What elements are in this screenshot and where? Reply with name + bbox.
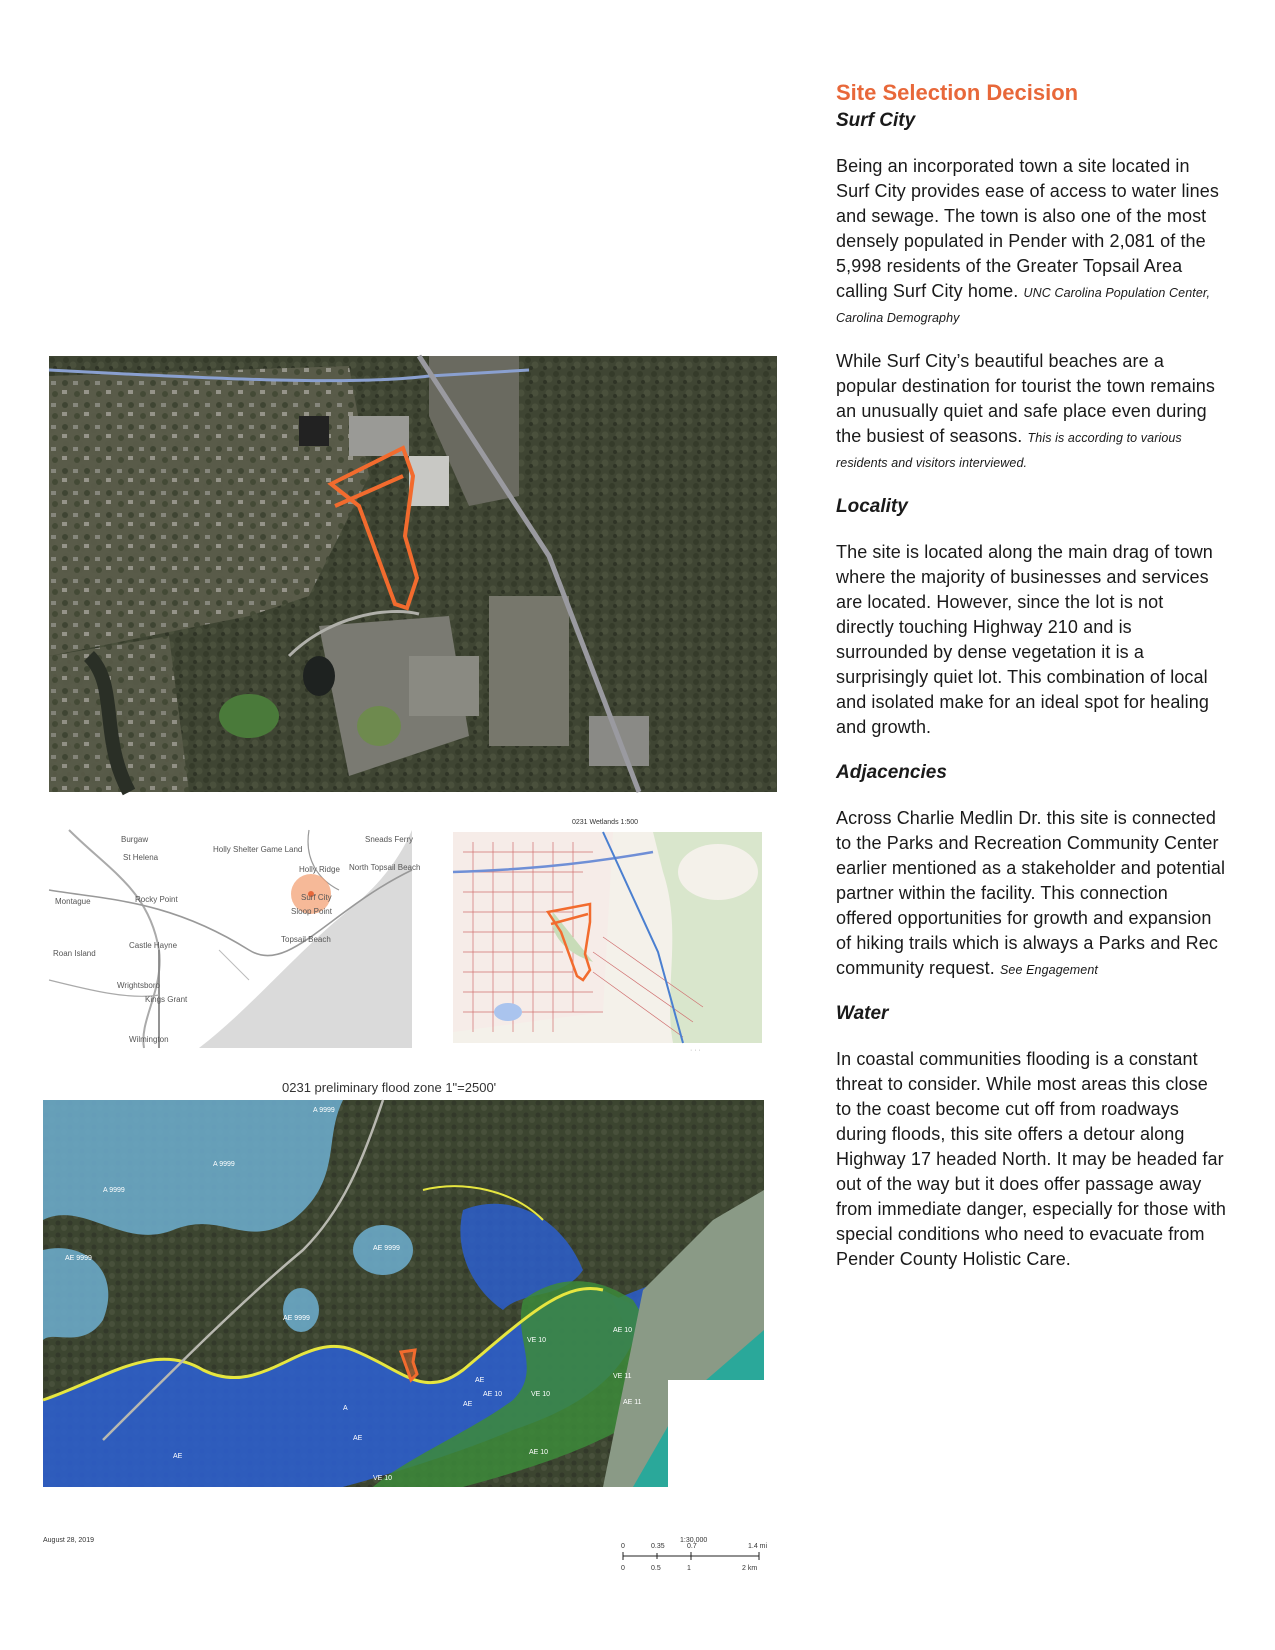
zone-label: A 9999 [313, 1107, 335, 1114]
map-label-kings-grant: Kings Grant [145, 995, 188, 1004]
water-heading: Water [836, 1003, 889, 1024]
scale-ratio: 1:30,000 [680, 1537, 708, 1544]
scale-miles-1: 0.35 [651, 1543, 665, 1550]
zone-label: A [343, 1405, 348, 1412]
zone-label: AE 10 [529, 1449, 549, 1456]
zone-label: AE 11 [623, 1399, 642, 1406]
map-label-wrightsboro: Wrightsboro [117, 981, 160, 990]
intro-paragraph-1 [836, 154, 1226, 329]
intro-paragraph-2-text: While Surf City’s beautiful beaches are a popular destination for tourist the town remains an unusually quiet and safe place even during the busiest of seasons. [836, 351, 1216, 446]
locality-paragraph: The site is located along the main drag of town where the majority of businesses and services are located. However, since the lot is not directly touching Highway 210 and is surrounded by dense vegetation it is a surprisingly quiet lot. This combination of local and isolated make for an ideal spot for healing and growth. [836, 542, 1213, 737]
zone-label: AE 10 [483, 1391, 503, 1398]
zone-label: AE [463, 1401, 473, 1408]
map-label-rocky-point: Rocky Point [135, 895, 178, 904]
zone-label: AE 9999 [65, 1255, 92, 1262]
scale-bar [621, 1548, 761, 1566]
zone-label: AE [475, 1377, 485, 1384]
adjacencies-text: Across Charlie Medlin Dr. this site is connected to the Parks and Recreation Community Center earlier mentioned as a stakeholder and potential partner within the facility. This connection offered opportunities for growth and expansion of hiking trails which is always a Parks and Rec community request. [836, 808, 1226, 978]
wetlands-scale-mark: · · · [690, 1047, 701, 1054]
regional-map [49, 830, 421, 1048]
intro-paragraph-1-text: Being an incorporated town a site located in Surf City provides ease of access to water lines and sewage. The town is also one of the most densely populated in Pender with 2,081 of the 5,998 residents of the Greater Topsail Area calling Surf City home. [836, 156, 1219, 301]
water-paragraph: In coastal communities flooding is a constant threat to consider. While most areas this close to the coast become cut off from roadways during floods, this site offers a detour along Highway 17 headed North. It may be headed far out of the way but it does offer passage away from immediate danger, especially for those with special conditions who need to evacuate from Pender County Holistic Care. [836, 1049, 1226, 1269]
scale-km-1: 0.5 [651, 1565, 661, 1572]
map-label-surf-city: Surf City [301, 893, 332, 902]
adjacencies-paragraph [836, 806, 1226, 981]
zone-label: AE 9999 [283, 1315, 310, 1322]
zone-label: AE 10 [613, 1327, 633, 1334]
scale-miles-3: 1.4 mi [748, 1543, 768, 1550]
text-column [836, 78, 1226, 1292]
intro-paragraph-2 [836, 349, 1226, 474]
scale-km-2: 1 [687, 1565, 691, 1572]
zone-label: VE 10 [527, 1337, 547, 1344]
wetlands-map [453, 832, 762, 1043]
map-label-holly-ridge: Holly Ridge [299, 865, 340, 874]
map-label-sneads-ferry: Sneads Ferry [365, 835, 414, 844]
flood-map-caption: 0231 preliminary flood zone 1"=2500' [282, 1080, 497, 1095]
intro-citation-1: UNC Carolina Population Center, Carolina Demography [836, 286, 1211, 325]
zone-label: AE [173, 1453, 183, 1460]
adjacencies-citation: See Engagement [999, 963, 1098, 977]
map-date: August 28, 2019 [43, 1537, 94, 1544]
wetlands-map-caption: 0231 Wetlands 1:500 [572, 819, 639, 826]
map-blank-inset [668, 1380, 764, 1487]
zone-label: VE 11 [613, 1373, 632, 1380]
adjacencies-heading: Adjacencies [836, 762, 947, 783]
intro-citation-2: This is according to various residents and visitors interviewed. [836, 431, 1182, 470]
page-subtitle: Surf City [836, 110, 916, 131]
map-label-wilmington: Wilmington [129, 1035, 169, 1044]
scale-miles-2: 0.7 [687, 1543, 697, 1550]
flood-zone-map [43, 1100, 764, 1487]
zone-label: AE 9999 [373, 1245, 400, 1252]
map-label-burgaw: Burgaw [121, 835, 149, 844]
map-label-topsail-beach: Topsail Beach [281, 935, 331, 944]
zone-label: VE 10 [373, 1475, 393, 1482]
map-label-montague: Montague [55, 897, 91, 906]
page-title: Site Selection Decision [836, 80, 1079, 105]
map-label-st-helena: St Helena [123, 853, 159, 862]
scale-km-3: 2 km [742, 1565, 758, 1572]
locality-heading: Locality [836, 496, 908, 517]
map-label-castle-hayne: Castle Hayne [129, 941, 178, 950]
zone-label: A 9999 [103, 1187, 125, 1194]
map-label-holly-shelter: Holly Shelter Game Land [213, 845, 303, 854]
zone-label: VE 10 [531, 1391, 551, 1398]
map-label-sloop-point: Sloop Point [291, 907, 332, 916]
zone-label: A 9999 [213, 1161, 235, 1168]
scale-miles-0: 0 [621, 1543, 625, 1550]
aerial-site-photo [49, 356, 777, 792]
scale-km-0: 0 [621, 1565, 625, 1572]
zone-label: AE [353, 1435, 363, 1442]
map-label-roan-island: Roan Island [53, 949, 96, 958]
map-label-north-topsail: North Topsail Beach [349, 863, 421, 872]
